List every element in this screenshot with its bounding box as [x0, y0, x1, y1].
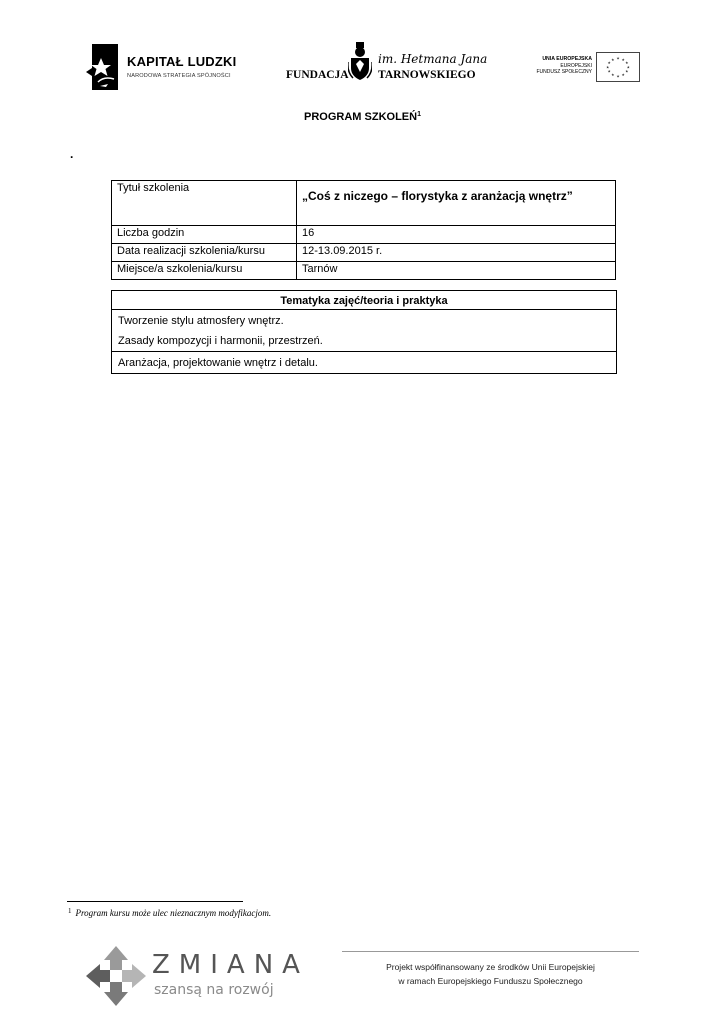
svg-text:★: ★	[606, 65, 610, 70]
project-line-1: Projekt współfinansowany ze środków Unii Europejskiej	[386, 962, 595, 972]
arrows-cross-icon	[84, 944, 148, 1008]
eu-logo	[532, 52, 640, 84]
footnote-divider	[67, 901, 243, 902]
topic-item-last: Aranżacja, projektowanie wnętrz i detalu.	[118, 357, 318, 369]
table-row	[112, 226, 616, 244]
fundacja-logo	[286, 42, 488, 86]
table-row	[112, 181, 616, 226]
row-label-title: Tytuł szkolenia	[112, 181, 297, 226]
svg-text:★: ★	[611, 57, 615, 62]
kapital-ludzki-subtitle: NARODOWA STRATEGIA SPÓJNOŚCI	[127, 73, 231, 79]
title-footnote-ref: 1	[417, 111, 421, 118]
row-value-date: 12-13.09.2015 r.	[297, 244, 616, 262]
kapital-ludzki-emblem-icon	[86, 44, 122, 90]
document-title-text: PROGRAM SZKOLEŃ	[304, 111, 418, 123]
row-value-place: Tarnów	[297, 262, 616, 280]
topic-item: Zasady kompozycji i harmonii, przestrzeń.	[118, 335, 323, 347]
topics-table	[111, 290, 617, 374]
row-label-hours: Liczba godzin	[112, 226, 297, 244]
svg-text:★: ★	[607, 69, 611, 74]
svg-text:★: ★	[607, 61, 611, 66]
kapital-ludzki-logo	[86, 44, 246, 94]
table-row	[112, 244, 616, 262]
project-line-2: w ramach Europejskiego Funduszu Społecznego	[398, 976, 583, 986]
fundacja-script-text: im. Hetmana Jana	[378, 52, 488, 66]
fundacja-right-text: TARNOWSKIEGO	[378, 69, 476, 81]
svg-text:★: ★	[611, 72, 615, 77]
crest-icon	[348, 42, 372, 82]
svg-text:★: ★	[616, 56, 620, 61]
svg-text:★: ★	[621, 72, 625, 77]
footnote-text: Program kursu może ulec nieznacznym modyfikacjom.	[75, 908, 272, 918]
eu-line-3: FUNDUSZ SPOŁECZNY	[536, 69, 592, 75]
row-label-date: Data realizacji szkolenia/kursu	[112, 244, 297, 262]
eu-flag-icon	[596, 52, 640, 82]
zmiana-word: ZMIANA	[152, 950, 309, 980]
row-label-place: Miejsce/a szkolenia/kursu	[112, 262, 297, 280]
project-divider	[342, 951, 639, 952]
zmiana-logo	[84, 944, 309, 1008]
eu-line-1: UNIA EUROPEJSKA	[542, 56, 592, 62]
document-title	[0, 111, 725, 123]
fundacja-left-text: FUNDACJA	[286, 69, 349, 81]
svg-text:★: ★	[625, 61, 629, 66]
topics-body	[112, 310, 616, 352]
svg-text:★: ★	[621, 57, 625, 62]
topics-header: Tematyka zajęć/teoria i praktyka	[112, 291, 616, 310]
svg-text:★: ★	[616, 74, 620, 79]
footnote-number: 1	[68, 907, 72, 915]
topic-item: Tworzenie stylu atmosfery wnętrz.	[118, 315, 284, 327]
row-value-title: „Coś z niczego – florystyka z aranżacją wnętrz”	[297, 181, 616, 226]
stray-mark: .	[70, 147, 74, 161]
svg-text:★: ★	[626, 65, 630, 70]
footnote	[68, 907, 271, 918]
eu-line-2: EUROPEJSKI	[560, 63, 592, 69]
training-info-table	[111, 180, 616, 280]
kapital-ludzki-title: KAPITAŁ LUDZKI	[127, 54, 237, 69]
svg-text:★: ★	[625, 69, 629, 74]
row-value-hours: 16	[297, 226, 616, 244]
zmiana-subtitle: szansą na rozwój	[154, 982, 274, 998]
table-row	[112, 262, 616, 280]
